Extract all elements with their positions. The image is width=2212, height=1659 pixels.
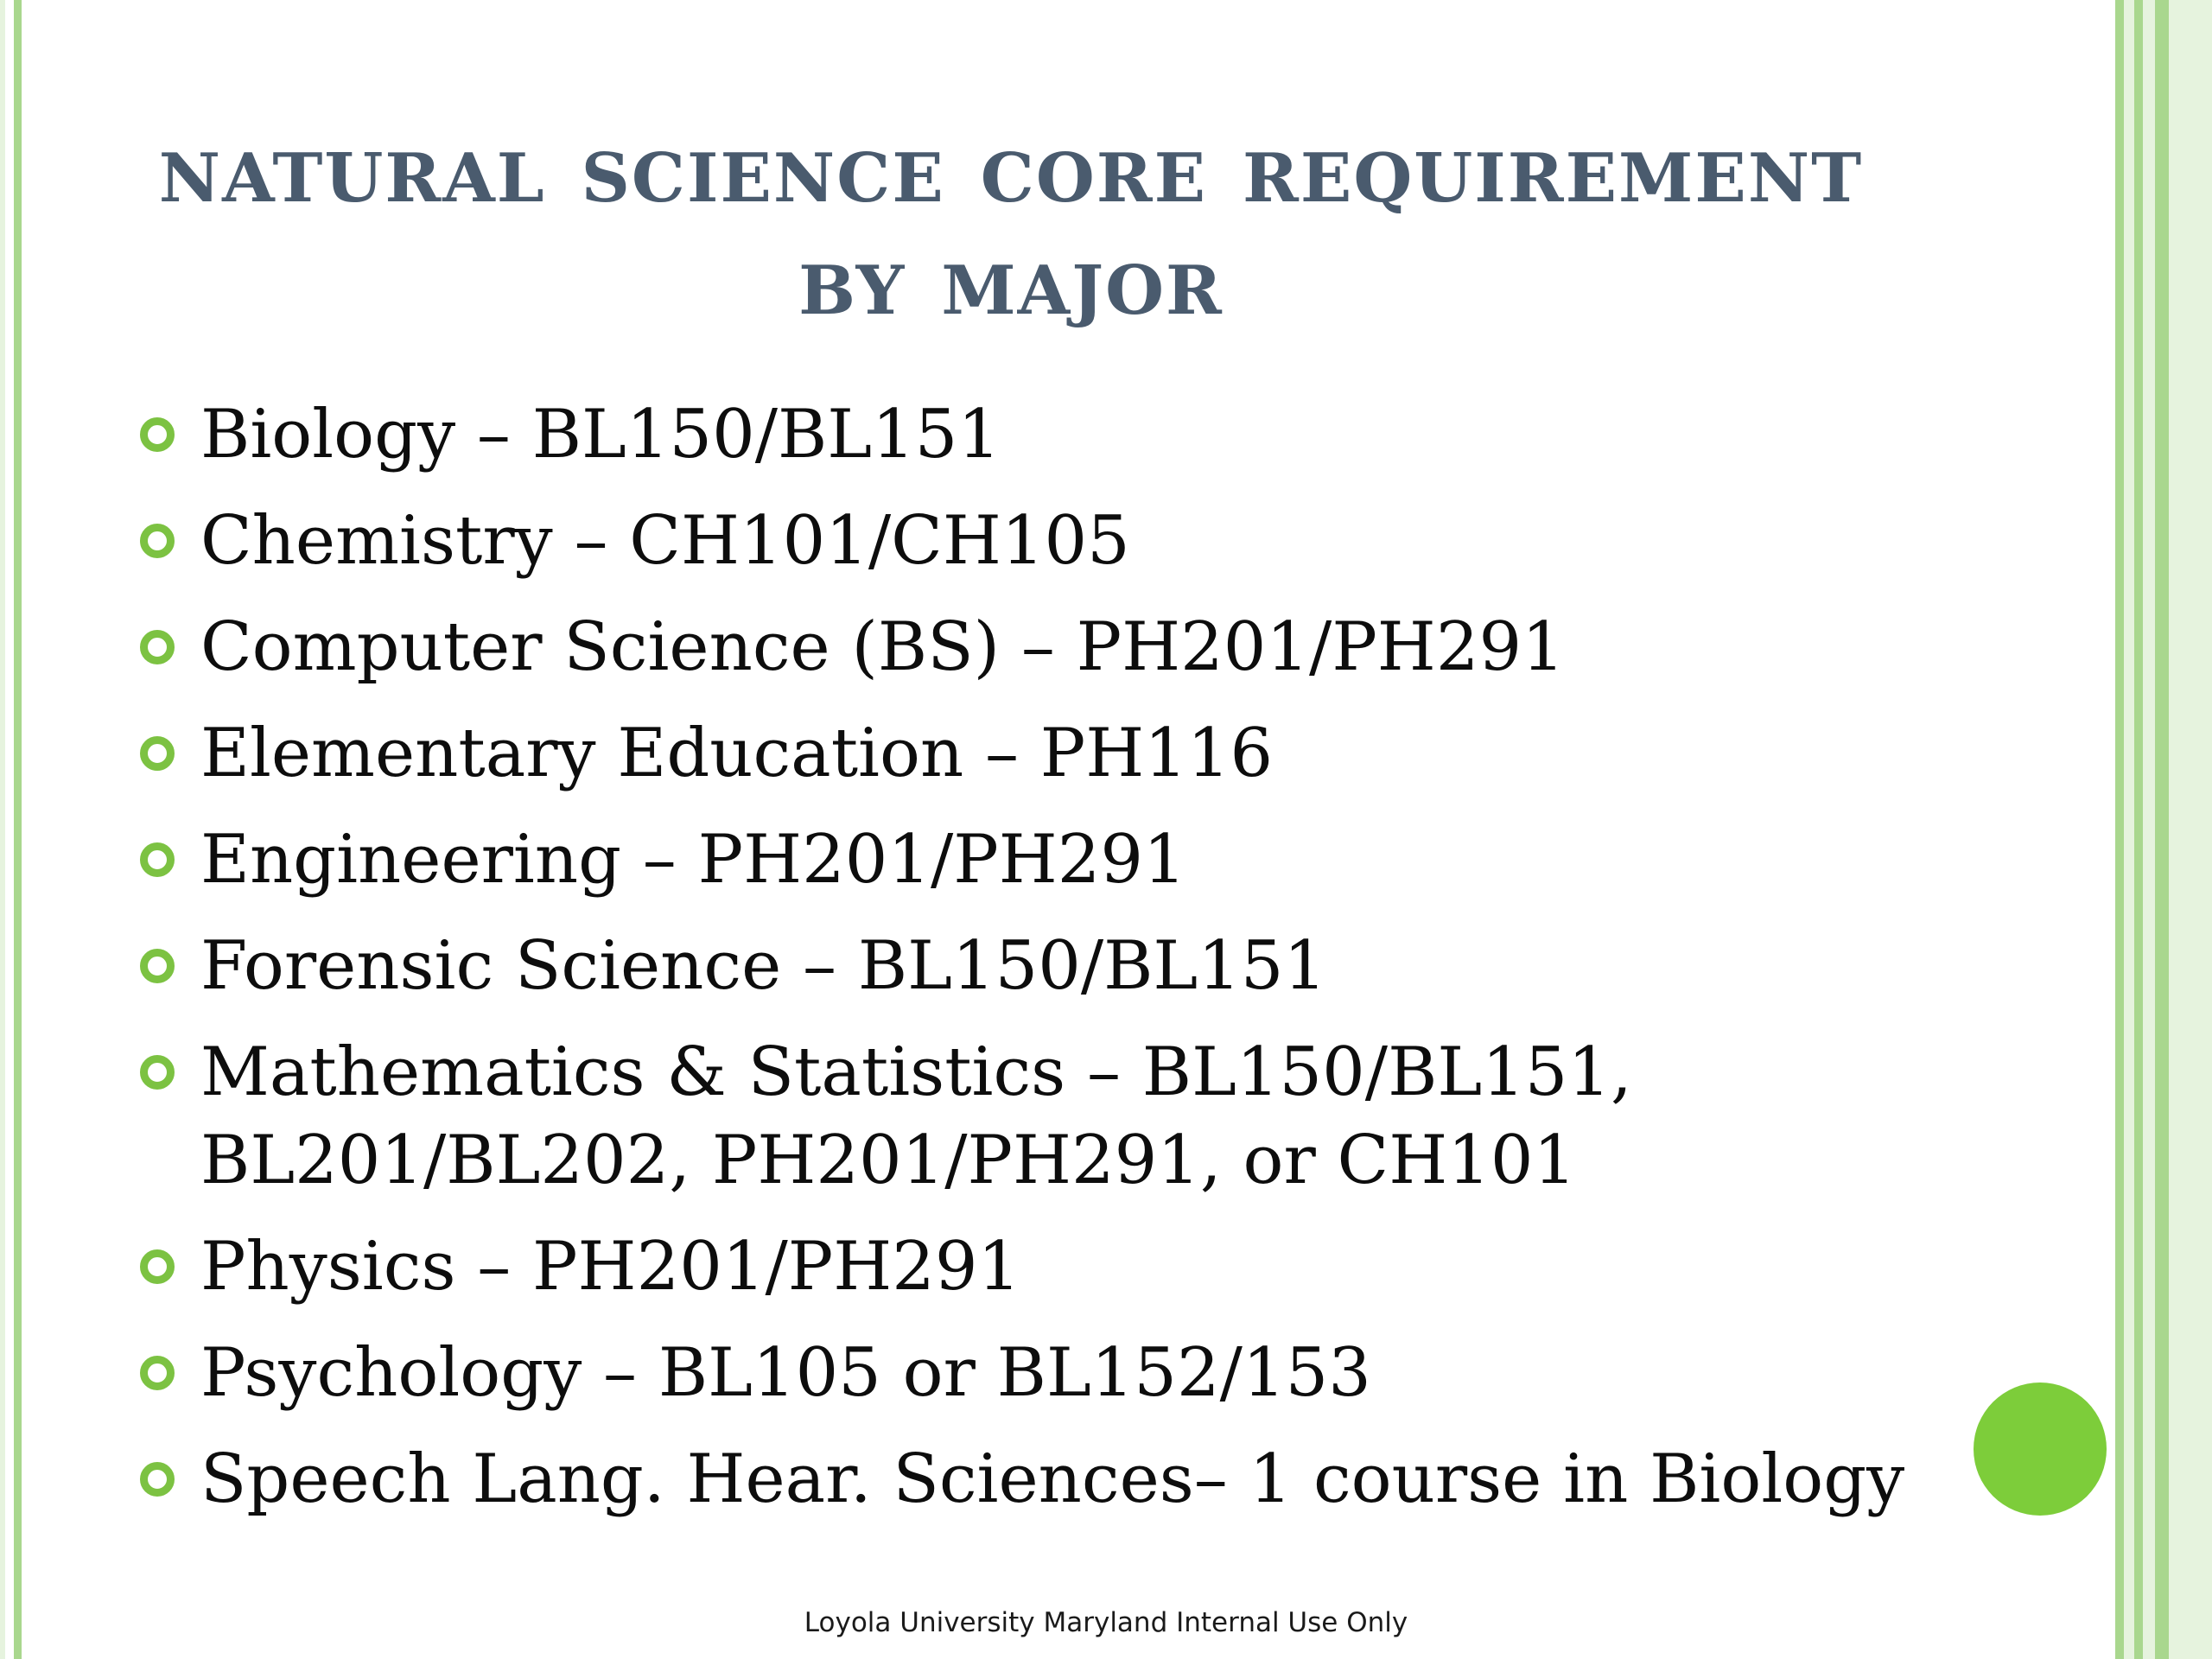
right-border-stripe: [2169, 0, 2212, 1659]
list-item: [121, 1223, 1970, 1311]
bullet-text: Biology – BL150/BL151: [200, 396, 1001, 474]
list-item: [121, 1329, 1970, 1417]
bullet-circle-icon: [140, 524, 175, 558]
list-item: [121, 922, 1970, 1010]
footer-text: Loyola University Maryland Internal Use Only: [804, 1607, 1408, 1638]
bullet-circle-icon: [140, 949, 175, 983]
list-item: [121, 497, 1970, 585]
bullet-list: [121, 391, 1970, 1541]
right-border-stripe: [2115, 0, 2124, 1659]
right-border-stripe: [2155, 0, 2169, 1659]
bullet-circle-icon: [140, 1249, 175, 1284]
left-border-line: [14, 0, 22, 1659]
bullet-text: Mathematics & Statistics – BL150/BL151, BL201/BL202, PH201/PH291, or CH101: [200, 1033, 1632, 1199]
bullet-text: Forensic Science – BL150/BL151: [200, 927, 1327, 1005]
bullet-circle-icon: [140, 1462, 175, 1497]
decorative-circle: [1974, 1382, 2107, 1516]
list-item: [121, 1435, 1970, 1523]
list-item: [121, 709, 1970, 798]
bullet-circle-icon: [140, 1055, 175, 1090]
bullet-text: Elementary Education – PH116: [200, 715, 1274, 792]
bullet-text: Engineering – PH201/PH291: [200, 821, 1186, 899]
left-border-line: [0, 0, 5, 1659]
bullet-circle-icon: [140, 417, 175, 452]
slide-title: natural science core requirement by major: [158, 111, 1864, 337]
bullet-text: Chemistry – CH101/CH105: [200, 502, 1130, 580]
right-border-stripe: [2124, 0, 2134, 1659]
right-border-stripe: [2143, 0, 2155, 1659]
bullet-circle-icon: [140, 1356, 175, 1390]
bullet-text: Speech Lang. Hear. Sciences– 1 course in Biology: [200, 1440, 1905, 1518]
bullet-circle-icon: [140, 842, 175, 877]
list-item: [121, 1028, 1799, 1205]
list-item: [121, 603, 1970, 691]
bullet-circle-icon: [140, 630, 175, 664]
bullet-text: Psychology – BL105 or BL152/153: [200, 1334, 1371, 1412]
list-item: [121, 391, 1970, 479]
right-border-stripe: [2134, 0, 2143, 1659]
bullet-text: Computer Science (BS) – PH201/PH291: [200, 608, 1565, 686]
bullet-circle-icon: [140, 736, 175, 771]
list-item: [121, 816, 1970, 904]
bullet-text: Physics – PH201/PH291: [200, 1228, 1021, 1306]
